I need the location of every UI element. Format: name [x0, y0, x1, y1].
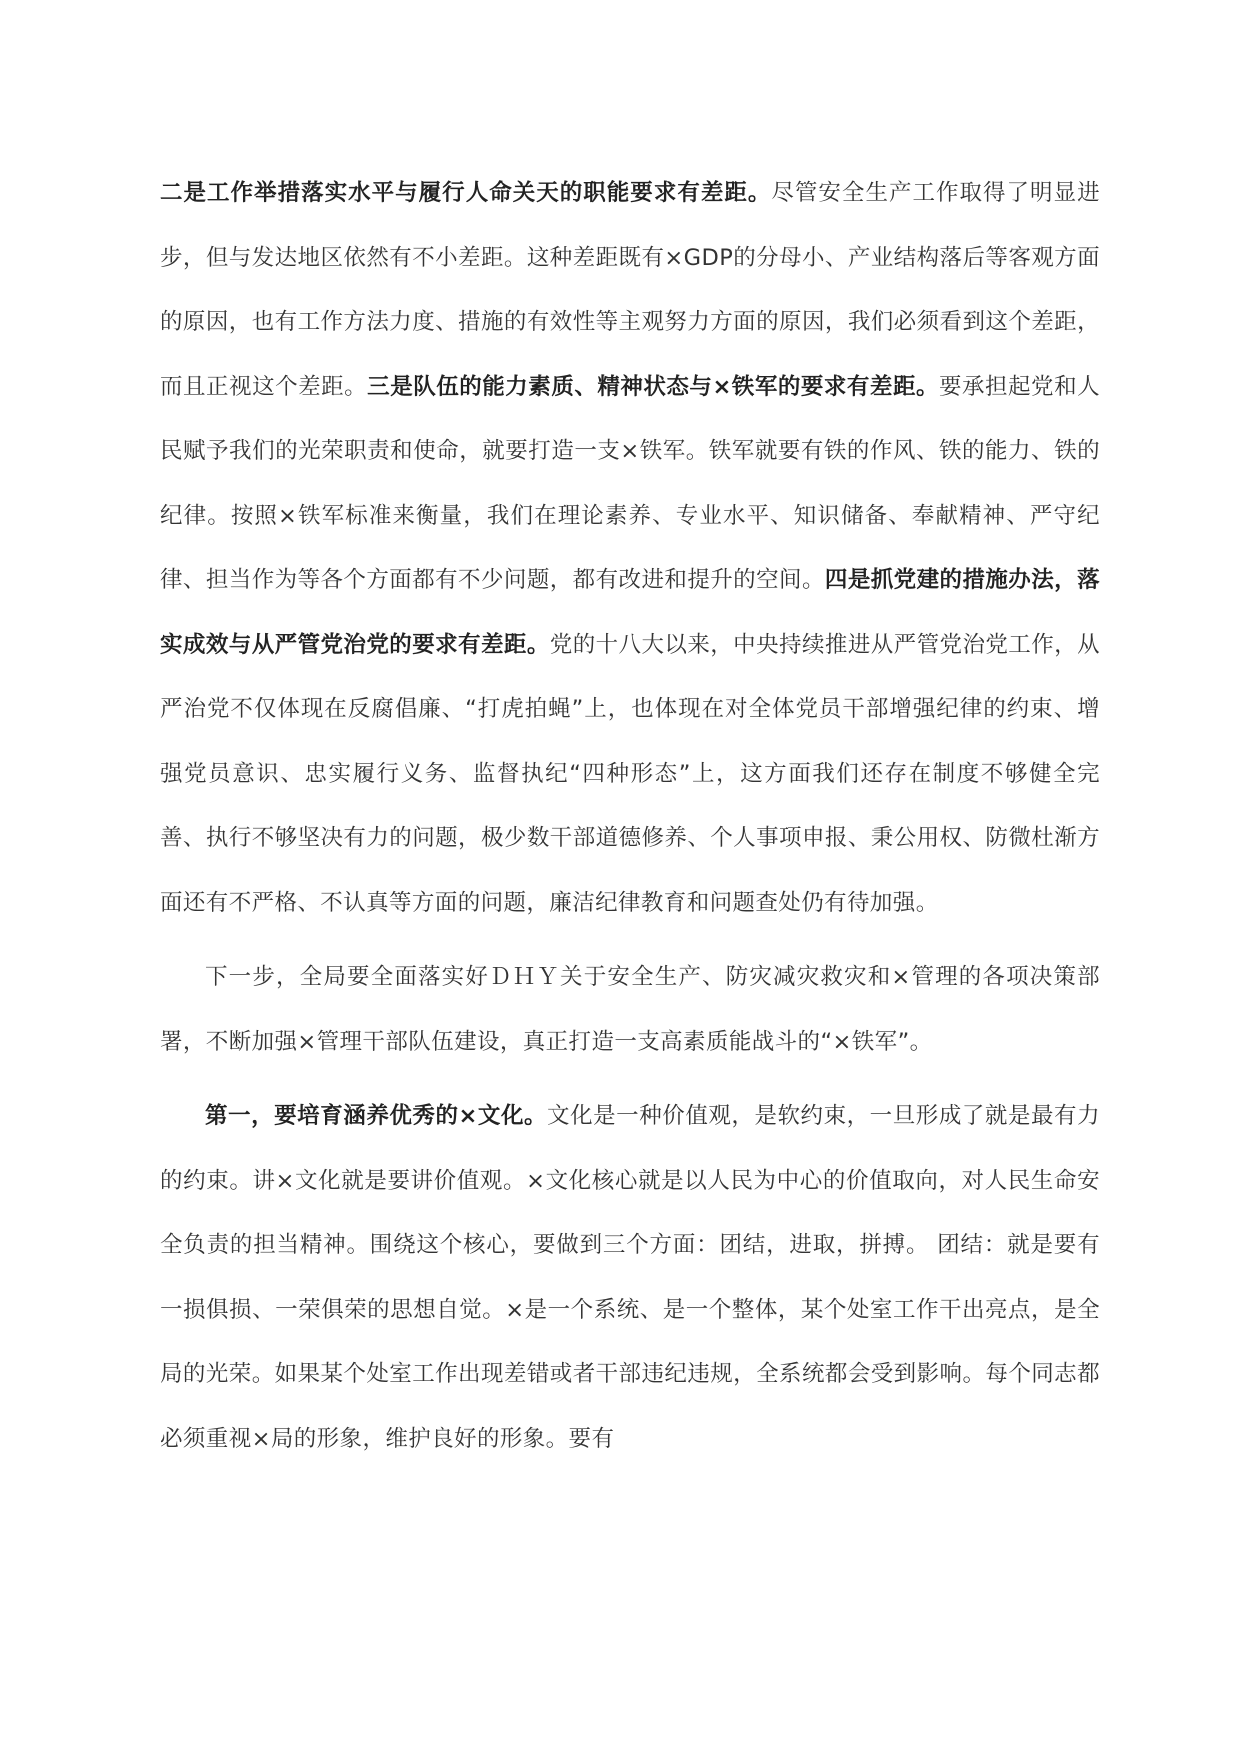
paragraph-text: 党的十八大以来，中央持续推进从严管党治党工作，从严治党不仅体现在反腐倡廉、“打虎拍蝇”上，也体现在对全体党员干部增强纪律的约束、增强党员意识、忠实履行义务、监督执纪“四种形态”上，这方面我们还存在制度不够健全完善、执行不够坚决有力的问题，极少数干部道德修养、个人事项申报、秉公用权、防微杜渐方面还有不严格、不认真等方面的问题，廉洁纪律教育和问题查处仍有待加强。: [160, 631, 1100, 916]
bold-heading-second-gap: 二是工作举措落实水平与履行人命关天的职能要求有差距。: [160, 180, 772, 206]
paragraph-culture: [160, 1084, 1100, 1471]
bold-heading-first-culture: 第一，要培育涵养优秀的×文化。: [205, 1103, 548, 1129]
paragraph-text: 尽管安全生产工作取得了明显进步，但与发达地区依然有不小差距。这种差距既有×GDP的分母小、产业结构落后等客观方面的原因，也有工作方法力度、措施的有效性等主观努力方面的原因，我们必须看到这个差距，而且正视这个差距。: [160, 180, 1100, 400]
paragraph-text: 文化是一种价值观，是软约束，一旦形成了就是最有力的约束。讲×文化就是要讲价值观。×文化核心就是以人民为中心的价值取向，对人民生命安全负责的担当精神。围绕这个核心，要做到三个方面：团结，进取，拼搏。 团结：就是要有一损俱损、一荣俱荣的思想自觉。×是一个系统、是一个整体，某个处室工作干出亮点，是全局的光荣。如果某个处室工作出现差错或者干部违纪违规，全系统都会受到影响。每个同志都必须重视×局的形象，维护良好的形象。要有: [160, 1103, 1100, 1452]
document-body: [160, 161, 1100, 1471]
paragraph-next-step: [160, 945, 1100, 1074]
bold-heading-third-gap: 三是队伍的能力素质、精神状态与×铁军的要求有差距。: [367, 373, 939, 400]
bold-heading-fourth-gap: 四是抓党建的措施办法，落实成效与从严管党治党的要求有差距。: [160, 567, 1100, 658]
paragraph-text: 下一步，全局要全面落实好ＤＨＹ关于安全生产、防灾减灾救灾和×管理的各项决策部署，不断加强×管理干部队伍建设，真正打造一支高素质能战斗的“×铁军”。: [160, 964, 1100, 1055]
paragraph-text: 要承担起党和人民赋予我们的光荣职责和使命，就要打造一支×铁军。铁军就要有铁的作风、铁的能力、铁的纪律。按照×铁军标准来衡量，我们在理论素养、专业水平、知识储备、奉献精神、严守纪律、担当作为等各个方面都有不少问题，都有改进和提升的空间。: [160, 373, 1100, 593]
paragraph-gaps: [160, 161, 1100, 935]
